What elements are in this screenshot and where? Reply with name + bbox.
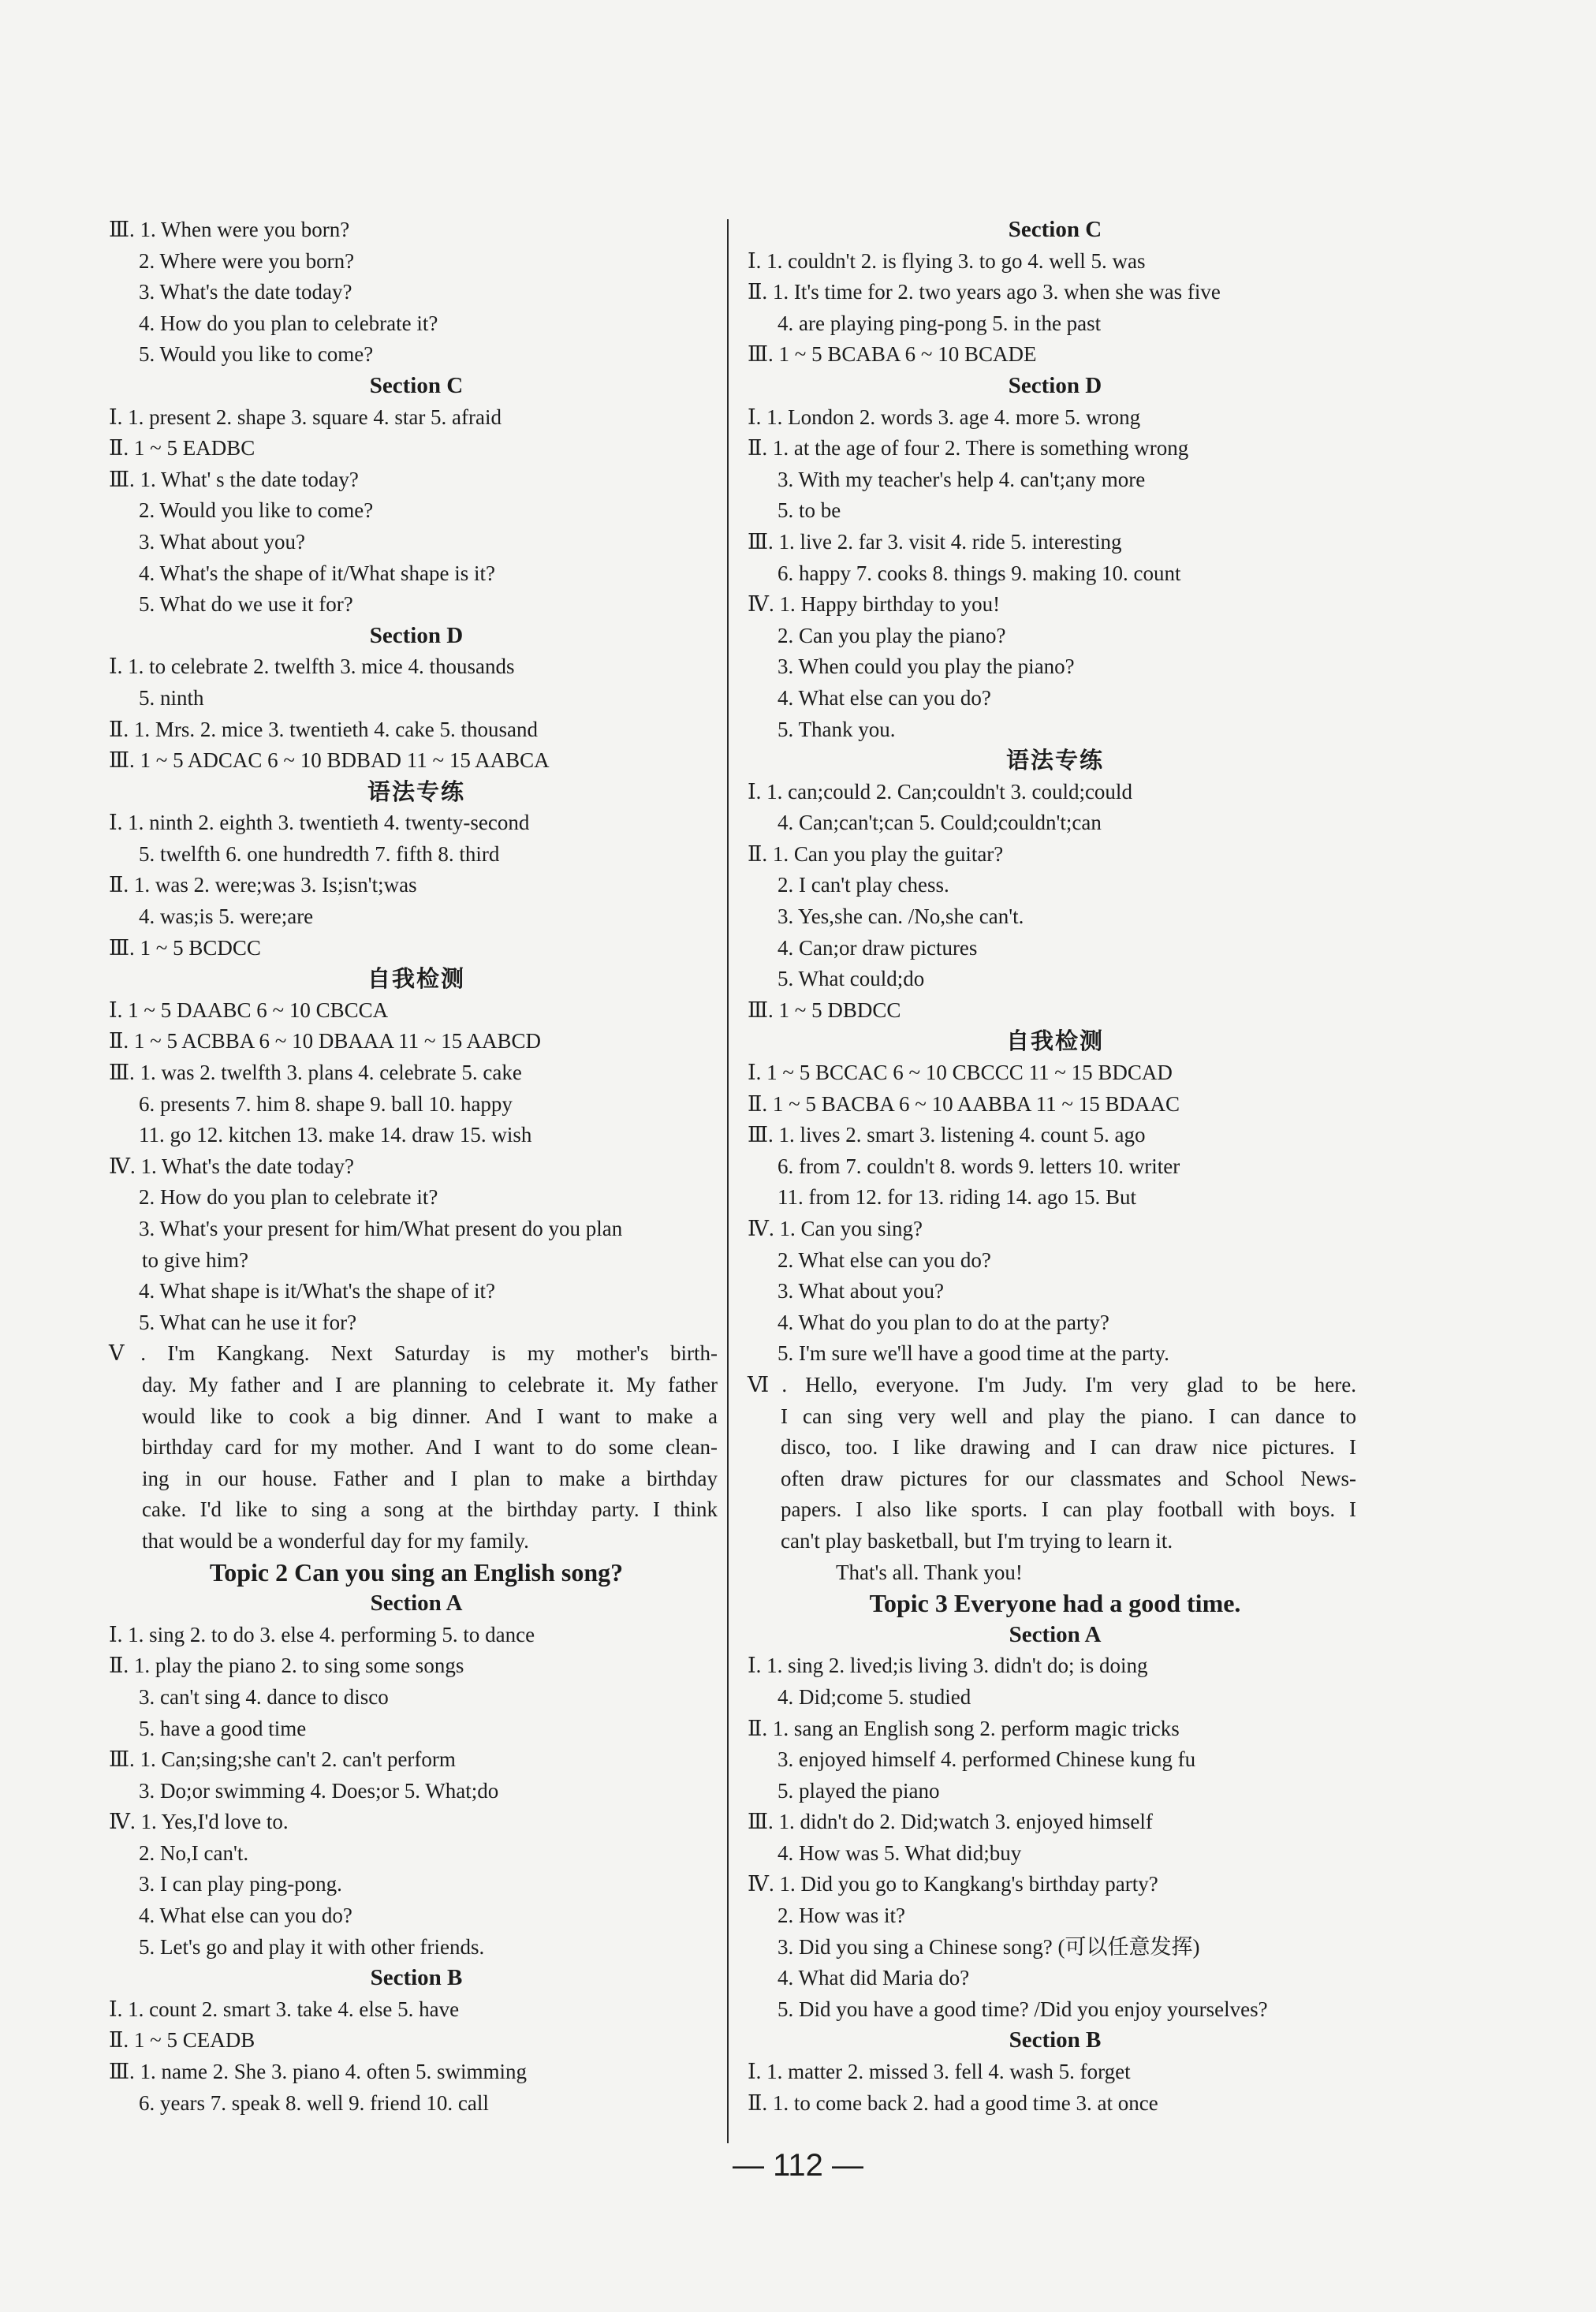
answer-line: 3. enjoyed himself 4. performed Chinese kung fu xyxy=(777,1747,1196,1772)
answer-line: Ⅲ. 1. name 2. She 3. piano 4. often 5. swimming xyxy=(109,2060,527,2084)
section-heading: Section B xyxy=(370,1965,463,1991)
answer-line: Ⅱ. 1. play the piano 2. to sing some songs xyxy=(109,1654,464,1678)
answer-line: Ⅰ. 1. sing 2. lived;is living 3. didn't do; is doing xyxy=(748,1654,1148,1678)
answer-line: 3. can't sing 4. dance to disco xyxy=(139,1684,389,1709)
answer-line: 5. What can he use it for? xyxy=(139,1310,357,1334)
answer-line: Ⅲ. 1 ~ 5 BCABA 6 ~ 10 BCADE xyxy=(748,342,1037,367)
answer-line: 6. from 7. couldn't 8. words 9. letters 10. writer xyxy=(777,1154,1180,1178)
paragraph-line: papers. I also like sports. I can play football with boys. I xyxy=(781,1497,1356,1522)
answer-line: to give him? xyxy=(142,1247,248,1272)
answer-line: 3. When could you play the piano? xyxy=(777,654,1075,679)
paragraph-line: would like to cook a big dinner. And I want to make a xyxy=(142,1404,718,1428)
answer-line: 11. from 12. for 13. riding 14. ago 15. But xyxy=(777,1185,1136,1210)
paragraph-line: Ⅴ. I'm Kangkang. Next Saturday is my mother's birth- xyxy=(109,1341,718,1366)
answer-line: 5. have a good time xyxy=(139,1716,307,1740)
answer-line: Ⅰ. 1. present 2. shape 3. square 4. star 5. afraid xyxy=(109,405,502,429)
answer-line: 5. What do we use it for? xyxy=(139,592,353,617)
answer-line: 5. played the piano xyxy=(777,1778,940,1803)
paragraph-line: disco, too. I like drawing and I can draw nice pictures. I xyxy=(781,1435,1356,1460)
paragraph-line: Ⅵ. Hello, everyone. I'm Judy. I'm very glad to be here. xyxy=(748,1372,1356,1397)
answer-line: 4. Can;can't;can 5. Could;couldn't;can xyxy=(777,811,1102,835)
answer-line: Ⅰ. 1. London 2. words 3. age 4. more 5. wrong xyxy=(748,405,1141,429)
answer-line: 4. What did Maria do? xyxy=(777,1966,970,1990)
answer-line: 3. Do;or swimming 4. Does;or 5. What;do xyxy=(139,1778,499,1803)
answer-line: 2. Where were you born? xyxy=(139,248,355,273)
answer-line: 2. No,I can't. xyxy=(139,1840,249,1865)
topic-heading: Topic 3 Everyone had a good time. xyxy=(869,1589,1241,1618)
section-heading: 语法专练 xyxy=(367,778,465,805)
answer-line: Ⅱ. 1. to come back 2. had a good time 3. at once xyxy=(748,2090,1158,2115)
answer-line: Ⅰ. 1. can;could 2. Can;couldn't 3. could;could xyxy=(748,779,1132,804)
answer-line: Ⅱ. 1. Can you play the guitar? xyxy=(748,841,1004,866)
answer-line: Ⅳ. 1. Happy birthday to you! xyxy=(748,592,1001,617)
answer-line: 5. Thank you. xyxy=(777,717,896,741)
answer-line: Ⅲ. 1. When were you born? xyxy=(109,218,350,241)
answer-line: 4. What's the shape of it/What shape is it? xyxy=(139,561,495,585)
answer-line: 2. How do you plan to celebrate it? xyxy=(139,1185,438,1210)
answer-line: 6. presents 7. him 8. shape 9. ball 10. happy xyxy=(139,1091,513,1116)
answer-line: 4. was;is 5. were;are xyxy=(139,904,314,929)
answer-line: Ⅰ. 1. count 2. smart 3. take 4. else 5. have xyxy=(109,1997,460,2021)
answer-line: 5. I'm sure we'll have a good time at the party. xyxy=(777,1341,1169,1366)
answer-line: can't play basketball, but I'm trying to learn it. xyxy=(781,1528,1173,1553)
paragraph-line: I can sing very well and play the piano. I can dance to xyxy=(781,1404,1356,1428)
answer-line: that would be a wonderful day for my family. xyxy=(142,1528,529,1553)
answer-line: Ⅲ. 1. What' s the date today? xyxy=(109,467,359,491)
answer-line: Ⅲ. 1. lives 2. smart 3. listening 4. count 5. ago xyxy=(748,1123,1146,1147)
answer-line: Ⅱ. 1 ~ 5 CEADB xyxy=(109,2028,255,2053)
answer-line: Ⅱ. 1. at the age of four 2. There is something wrong xyxy=(748,436,1189,461)
page-number: — 112 — xyxy=(733,2148,863,2183)
answer-line: Ⅳ. 1. What's the date today? xyxy=(109,1154,355,1178)
answer-line: 6. happy 7. cooks 8. things 9. making 10. count xyxy=(777,561,1181,585)
answer-line: Ⅱ. 1. Mrs. 2. mice 3. twentieth 4. cake 5. thousand xyxy=(109,717,538,741)
answer-line: Ⅲ. 1. live 2. far 3. visit 4. ride 5. interesting xyxy=(748,529,1122,554)
answer-line: Ⅲ. 1 ~ 5 ADCAC 6 ~ 10 BDBAD 11 ~ 15 AABCA xyxy=(109,748,550,773)
section-heading: Section D xyxy=(1008,372,1102,398)
answer-line: Ⅱ. 1 ~ 5 ACBBA 6 ~ 10 DBAAA 11 ~ 15 AABCD xyxy=(109,1029,542,1053)
section-heading: 语法专练 xyxy=(1005,747,1104,774)
answer-line: Ⅲ. 1 ~ 5 BCDCC xyxy=(109,935,261,960)
answer-line: Ⅱ. 1. It's time for 2. two years ago 3. when she was five xyxy=(748,280,1221,304)
answer-line: 4. What else can you do? xyxy=(139,1904,352,1928)
answer-line: Ⅱ. 1 ~ 5 BACBA 6 ~ 10 AABBA 11 ~ 15 BDAAC xyxy=(748,1091,1180,1116)
answer-line: Ⅱ. 1. was 2. were;was 3. Is;isn't;was xyxy=(109,873,417,897)
answer-line: 6. years 7. speak 8. well 9. friend 10. call xyxy=(139,2090,489,2115)
answer-line: 4. How do you plan to celebrate it? xyxy=(139,311,438,335)
answer-line: Ⅳ. 1. Can you sing? xyxy=(748,1217,923,1240)
answer-line: 4. How was 5. What did;buy xyxy=(777,1840,1022,1865)
paragraph-line: day. My father and I are planning to celebrate it. My father xyxy=(142,1372,718,1397)
section-heading: Section B xyxy=(1009,2027,1102,2053)
column-divider xyxy=(727,219,729,2143)
section-heading: Section A xyxy=(370,1590,463,1617)
paragraph-line: ing in our house. Father and I plan to make a birthday xyxy=(142,1466,718,1490)
answer-line: Ⅰ. 1. ninth 2. eighth 3. twentieth 4. twenty-second xyxy=(109,811,530,835)
paragraph-line: birthday card for my mother. And I want to do some clean- xyxy=(142,1435,718,1460)
topic-heading: Topic 2 Can you sing an English song? xyxy=(209,1557,624,1587)
section-heading: 自我检测 xyxy=(1005,1027,1104,1055)
answer-line: Ⅳ. 1. Did you go to Kangkang's birthday party? xyxy=(748,1872,1158,1896)
answer-line: 3. Did you sing a Chinese song? (可以任意发挥) xyxy=(777,1934,1200,1959)
answer-line: 3. Yes,she can. /No,she can't. xyxy=(777,904,1024,929)
answer-line: 4. Did;come 5. studied xyxy=(777,1684,971,1709)
right-column xyxy=(748,214,1363,2119)
answer-line: Ⅲ. 1. was 2. twelfth 3. plans 4. celebrate 5. cake xyxy=(109,1061,522,1085)
answer-line: 3. What about you? xyxy=(139,529,305,554)
section-heading: Section C xyxy=(369,372,464,398)
answer-line: 5. to be xyxy=(777,498,841,523)
answer-line: Ⅱ. 1. sang an English song 2. perform magic tricks xyxy=(748,1716,1180,1740)
answer-line: 5. Let's go and play it with other friends. xyxy=(139,1934,485,1959)
answer-line: 3. What about you? xyxy=(777,1279,944,1303)
answer-line: Ⅰ. 1. couldn't 2. is flying 3. to go 4. well 5. was xyxy=(748,248,1146,273)
answer-line: 4. What do you plan to do at the party? xyxy=(777,1310,1109,1334)
answer-line: Ⅱ. 1 ~ 5 EADBC xyxy=(109,436,255,461)
answer-line: 3. I can play ping-pong. xyxy=(139,1872,342,1896)
answer-line: 4. Can;or draw pictures xyxy=(777,935,978,960)
answer-line: 5. twelfth 6. one hundredth 7. fifth 8. third xyxy=(139,841,500,866)
section-heading: 自我检测 xyxy=(367,965,465,993)
answer-line: 11. go 12. kitchen 13. make 14. draw 15. wish xyxy=(139,1123,532,1147)
answer-line: 5. ninth xyxy=(139,685,204,710)
section-heading: Section A xyxy=(1009,1621,1102,1647)
answer-line: 3. With my teacher's help 4. can't;any more xyxy=(777,467,1146,491)
section-heading: Section D xyxy=(369,622,464,648)
answer-line: Ⅲ. 1. Can;sing;she can't 2. can't perform xyxy=(109,1747,456,1772)
answer-line: 2. How was it? xyxy=(777,1904,905,1928)
answer-line: 2. What else can you do? xyxy=(777,1247,991,1272)
answer-line: 2. I can't play chess. xyxy=(777,873,949,897)
answer-line: Ⅳ. 1. Yes,I'd love to. xyxy=(109,1810,289,1834)
answer-line: 5. Would you like to come? xyxy=(139,342,374,367)
answer-line: Ⅰ. 1. sing 2. to do 3. else 4. performing 5. to dance xyxy=(109,1622,535,1646)
answer-line: Ⅰ. 1. matter 2. missed 3. fell 4. wash 5. forget xyxy=(748,2060,1131,2084)
answer-line: Ⅲ. 1 ~ 5 DBDCC xyxy=(748,998,901,1022)
answer-line: Ⅰ. 1 ~ 5 BCCAC 6 ~ 10 CBCCC 11 ~ 15 BDCAD xyxy=(748,1061,1173,1085)
answer-line: 2. Can you play the piano? xyxy=(777,623,1006,647)
answer-line: Ⅰ. 1 ~ 5 DAABC 6 ~ 10 CBCCA xyxy=(109,998,389,1022)
answer-line: 2. Would you like to come? xyxy=(139,498,374,523)
answer-line: 4. are playing ping-pong 5. in the past xyxy=(777,311,1102,335)
answer-line: 3. What's the date today? xyxy=(139,280,352,304)
answer-line: That's all. Thank you! xyxy=(836,1560,1023,1584)
left-column xyxy=(109,214,724,2119)
answer-line: 4. What else can you do? xyxy=(777,685,991,710)
paragraph-line: often draw pictures for our classmates and School News- xyxy=(781,1466,1356,1490)
answer-line: 3. What's your present for him/What present do you plan xyxy=(139,1217,623,1240)
section-heading: Section C xyxy=(1008,217,1102,242)
answer-line: Ⅰ. 1. to celebrate 2. twelfth 3. mice 4. thousands xyxy=(109,654,515,679)
answer-line: 5. Did you have a good time? /Did you enjoy yourselves? xyxy=(777,1997,1268,2021)
answer-line: 5. What could;do xyxy=(777,967,925,991)
paragraph-line: cake. I'd like to sing a song at the birthday party. I think xyxy=(142,1497,718,1522)
answer-line: 4. What shape is it/What's the shape of it? xyxy=(139,1279,495,1303)
answer-line: Ⅲ. 1. didn't do 2. Did;watch 3. enjoyed himself xyxy=(748,1810,1153,1834)
